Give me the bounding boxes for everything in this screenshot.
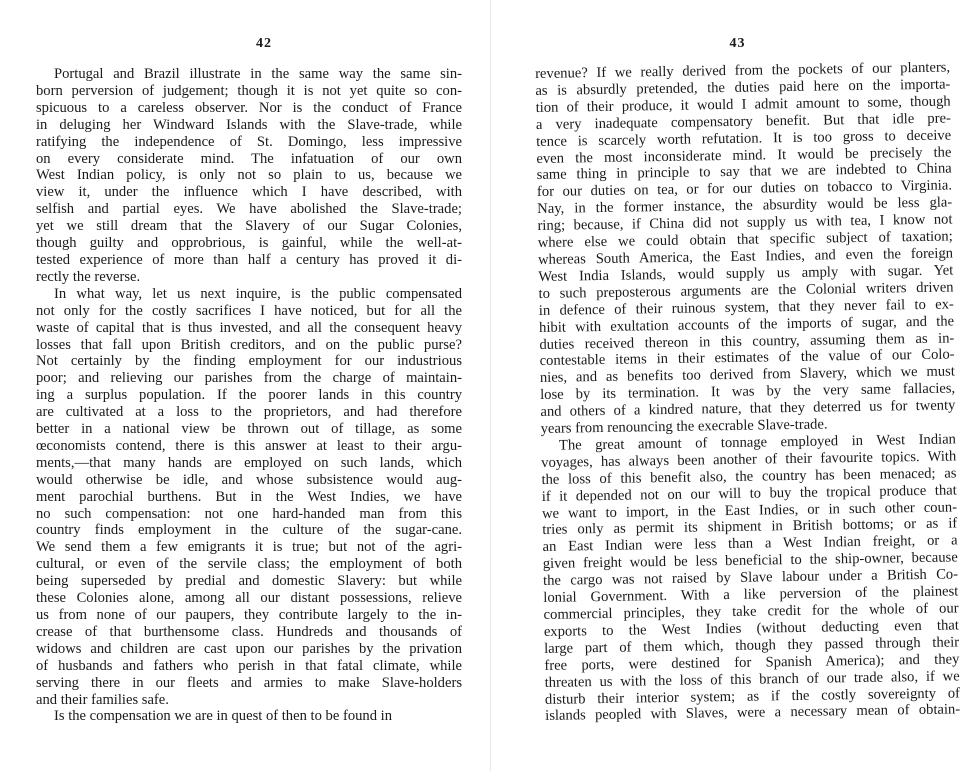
text-line: contestable items in their estimates of the value of our Colo- bbox=[539, 346, 955, 370]
text-line: serving there in our fleets and armies to make Slave-holders bbox=[36, 674, 462, 691]
text-line: threaten us with the loss of this branch of our trade also, if we bbox=[544, 668, 960, 691]
text-line: We send them a few emigrants it is true; but not of the agri- bbox=[36, 539, 462, 556]
text-line: West India Islands, would supply us amply with sugar. Yet bbox=[538, 262, 954, 285]
text-line: an East Indian were less than a West Indian freight, or a bbox=[542, 532, 958, 556]
text-line: ring; because, if China did not supply us with tea, I know not bbox=[537, 211, 953, 235]
text-line: a very inadequate compensatory benefit. But that idle pre- bbox=[535, 110, 951, 133]
text-line: hibit with exultation accounts of the imports of sugar, and the bbox=[538, 313, 955, 336]
text-line: West Indian policy, is only not so plain to us, because we bbox=[36, 167, 462, 184]
text-line: whereas South America, the East Indies, and even the foreign bbox=[537, 245, 954, 268]
text-line: the loss of this benefit also, the country has been menaced; as bbox=[541, 465, 957, 488]
text-line: in defence of their ruinous system, that they never fail to ex- bbox=[538, 296, 954, 319]
text-line: and others of a kindred nature, that they deterred us for twenty bbox=[540, 397, 956, 421]
text-line: poor; and relieving our parishes from the charge of maintain- bbox=[36, 370, 462, 387]
text-line: duties received thereon in this country, assuming them as in- bbox=[539, 329, 955, 353]
text-line: no such compensation: not one hard-handed man from this bbox=[36, 505, 462, 522]
text-line: In what way, let us next inquire, is the public compensated bbox=[54, 285, 462, 302]
text-line: disturb their interior system; as if the costly sovereignty of bbox=[544, 684, 961, 708]
text-line: in deluging her Windward Islands with the Slave-trade, while bbox=[36, 116, 462, 133]
text-line: better in a national view be thrown out of tillage, as some bbox=[36, 421, 462, 438]
text-line: Is the compensation we are in quest of then to be found in bbox=[54, 708, 393, 725]
text-line: same thing in principle to say that we are indebted to China bbox=[536, 160, 952, 184]
text-line: free ports, were destined for Spanish America); and they bbox=[544, 651, 960, 674]
text-line: on every considerate mind. The infatuation of our own bbox=[36, 150, 462, 167]
text-line: these Colonies alone, among all our distant possessions, relieve bbox=[36, 590, 462, 607]
text-line: tion of their produce, it would I admit amount to some, though bbox=[535, 93, 951, 116]
text-line: ratifying the independence of St. Domingo, less impressive bbox=[36, 133, 462, 150]
text-line: commercial principles, they take credit for the whole of our bbox=[543, 600, 959, 623]
text-line: being superseded by predial and domestic Slavery: but while bbox=[36, 573, 462, 590]
text-line: for our duties on tea, or for our duties on tobacco to Virginia. bbox=[536, 177, 953, 201]
text-line: would otherwise be idle, and whose subsistence would aug- bbox=[36, 471, 462, 488]
text-line: to such preposterous arguments are the Colonial writers driven bbox=[538, 279, 954, 302]
text-line: large part of them which, though they passed through their bbox=[544, 634, 960, 657]
text-line: lose by its termination. It was by the very same fallacies, bbox=[540, 380, 956, 404]
text-line: crease of that burthensome class. Hundreds and thousands of bbox=[36, 623, 462, 640]
text-line: ment parochial burthens. But in the West Indies, we have bbox=[36, 488, 462, 505]
text-line: ments,—that many hands are employed on such lands, which bbox=[36, 454, 462, 471]
text-line: as is absurdly pretended, the duties paid here on the importa- bbox=[535, 76, 951, 99]
text-line: revenue? If we really derived from the pockets of our planters, bbox=[535, 59, 951, 82]
text-line: spicuous to a careless observer. Nor is the conduct of France bbox=[36, 99, 462, 116]
page-number-right: 43 bbox=[729, 36, 746, 51]
text-line: lonial Government. With a like perversion of the plainest bbox=[543, 583, 959, 607]
text-line: we want to import, in the East Indies, or in such other coun- bbox=[541, 498, 958, 522]
text-line: waste of capital that is thus invested, and all the consequent heavy bbox=[36, 319, 462, 336]
text-line: exports to the West Indies (without deducting even that bbox=[543, 617, 959, 640]
right-page-text bbox=[535, 59, 960, 725]
text-line: born perversion of judgement; though it is not yet quite so con- bbox=[36, 82, 462, 99]
text-line: even the most inconsiderate mind. It would be precisely the bbox=[536, 144, 952, 167]
text-line: tence is scarcely worth refutation. It is too gross to deceive bbox=[536, 127, 952, 150]
text-line: Portugal and Brazil illustrate in the same way the same sin- bbox=[54, 66, 462, 82]
text-line: nies, and as benefits too derived from Slavery, which we must bbox=[539, 363, 955, 387]
text-line: the cargo was not raised by Slave labour under a British Co- bbox=[542, 566, 959, 590]
text-line: not only for the costly sacrifices I have noticed, but for all the bbox=[36, 302, 462, 319]
text-line: yet we still dream that the Slavery of our Sugar Colonies, bbox=[36, 218, 462, 235]
text-line: are cultivated at a loss to the proprietors, and had therefore bbox=[36, 404, 462, 421]
text-line: islands peopled with Slaves, were a necessary mean of obtain- bbox=[545, 701, 961, 725]
text-line: rectly the reverse. bbox=[36, 268, 141, 285]
text-line: country finds employment in the culture of the sugar-cane. bbox=[36, 522, 462, 539]
text-line: and their families safe. bbox=[36, 691, 169, 708]
text-line: cultural, or even of the servile class; the employment of both bbox=[36, 556, 462, 573]
text-line: Nay, in the former instance, the absurdity would be less gla- bbox=[537, 194, 953, 218]
text-line: if it depended not on our will to buy the tropical produce that bbox=[541, 482, 957, 505]
text-line: where else we could obtain that specific subject of taxation; bbox=[537, 228, 953, 252]
text-line: selfish and partial eyes. We have abolished the Slave-trade; bbox=[36, 201, 462, 218]
text-line: tested experience of more than half a century has proved it di- bbox=[36, 251, 462, 268]
text-line: losses that fall upon British creditors, and on the public purse? bbox=[36, 336, 462, 353]
text-line: widows and children are cast upon our parishes by the privation bbox=[36, 640, 462, 657]
page-number-left: 42 bbox=[256, 36, 272, 51]
text-line: Not certainly by the finding employment for our industrious bbox=[36, 353, 462, 370]
text-line: given freight would be less beneficial to the ship-owner, because bbox=[542, 549, 958, 573]
text-line: us from none of our paupers, they contribute largely to the in- bbox=[36, 607, 462, 623]
text-line: The great amount of tonnage employed in West Indian bbox=[558, 431, 957, 454]
text-line: view it, under the influence which I have described, with bbox=[36, 184, 462, 201]
text-line: though guilty and opprobrious, is gainful, while the well-at- bbox=[36, 235, 462, 252]
text-line: ing a surplus population. If the poorer lands in this country bbox=[36, 387, 462, 404]
text-line: voyages, has always been another of their favourite topics. With bbox=[541, 448, 957, 471]
text-line: years from renouncing the execrable Slave-trade. bbox=[540, 416, 828, 437]
left-page-text bbox=[36, 66, 462, 725]
right-page bbox=[490, 0, 980, 771]
text-line: œconomists contend, there is this answer at least to their argu- bbox=[36, 437, 462, 454]
text-line: of husbands and fathers who perish in that fatal climate, while bbox=[36, 657, 462, 674]
text-line: tries only as permit its shipment in British bottoms; or as if bbox=[542, 515, 958, 539]
